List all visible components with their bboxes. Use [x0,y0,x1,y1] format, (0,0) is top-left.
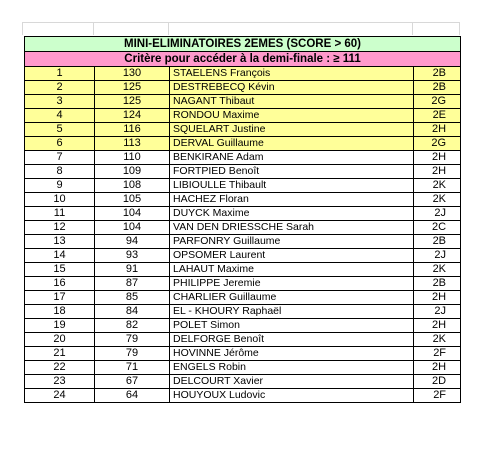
table-row [25,305,461,319]
rank-cell[interactable]: 16 [25,277,95,291]
score-cell[interactable]: 91 [95,263,170,277]
rank-cell[interactable]: 3 [25,95,95,109]
table-row [25,193,461,207]
student-name-cell[interactable]: PARFONRY Guillaume [170,235,414,249]
rank-cell[interactable]: 9 [25,179,95,193]
score-cell[interactable]: 113 [95,137,170,151]
score-cell[interactable]: 110 [95,151,170,165]
score-cell[interactable]: 94 [95,235,170,249]
table-row [25,221,461,235]
score-cell[interactable]: 108 [95,179,170,193]
rank-cell[interactable]: 18 [25,305,95,319]
class-cell[interactable]: 2H [414,291,461,305]
score-cell[interactable]: 64 [95,389,170,403]
rank-cell[interactable]: 5 [25,123,95,137]
student-name-cell[interactable]: DELFORGE Benoît [170,333,414,347]
qualification-criteria[interactable]: Critère pour accéder à la demi-finale : ≥ 111 [25,52,461,67]
score-cell[interactable]: 124 [95,109,170,123]
table-row [25,361,461,375]
class-cell[interactable]: 2K [414,193,461,207]
rank-cell[interactable]: 14 [25,249,95,263]
student-name-cell[interactable]: POLET Simon [170,319,414,333]
table-row [25,95,461,109]
class-cell[interactable]: 2K [414,333,461,347]
student-name-cell[interactable]: HOUYOUX Ludovic [170,389,414,403]
table-row [25,333,461,347]
rank-cell[interactable]: 10 [25,193,95,207]
table-title[interactable]: MINI-ELIMINATOIRES 2EMES (SCORE > 60) [25,37,461,52]
table-row [25,207,461,221]
student-name-cell[interactable]: ENGELS Robin [170,361,414,375]
table-row [25,165,461,179]
rank-cell[interactable]: 17 [25,291,95,305]
class-cell[interactable]: 2H [414,165,461,179]
rank-cell[interactable]: 11 [25,207,95,221]
score-cell[interactable]: 79 [95,347,170,361]
score-cell[interactable]: 116 [95,123,170,137]
table-row [25,277,461,291]
score-cell[interactable]: 104 [95,221,170,235]
score-cell[interactable]: 130 [95,67,170,81]
class-cell[interactable]: 2H [414,319,461,333]
student-name-cell[interactable]: DERVAL Guillaume [170,137,414,151]
rank-cell[interactable]: 8 [25,165,95,179]
table-row [25,137,461,151]
rank-cell[interactable]: 1 [25,67,95,81]
student-name-cell[interactable]: RONDOU Maxime [170,109,414,123]
score-cell[interactable]: 104 [95,207,170,221]
score-cell[interactable]: 105 [95,193,170,207]
rank-cell[interactable]: 19 [25,319,95,333]
results-table [24,36,461,403]
student-name-cell[interactable]: VAN DEN DRIESSCHE Sarah [170,221,414,235]
class-cell[interactable]: 2H [414,361,461,375]
rank-cell[interactable]: 2 [25,81,95,95]
rank-cell[interactable]: 15 [25,263,95,277]
class-cell[interactable]: 2G [414,137,461,151]
student-name-cell[interactable]: FORTPIED Benoît [170,165,414,179]
student-name-cell[interactable]: PHILIPPE Jeremie [170,277,414,291]
rank-cell[interactable]: 23 [25,375,95,389]
class-cell[interactable]: 2J [414,207,461,221]
class-cell[interactable]: 2H [414,151,461,165]
class-cell[interactable]: 2B [414,67,461,81]
criteria-row [25,52,461,67]
table-row [25,389,461,403]
student-name-cell[interactable]: DUYCK Maxime [170,207,414,221]
rank-cell[interactable]: 12 [25,221,95,235]
student-name-cell[interactable]: DESTREBECQ Kévin [170,81,414,95]
class-cell[interactable]: 2K [414,263,461,277]
score-cell[interactable]: 82 [95,319,170,333]
score-cell[interactable]: 67 [95,375,170,389]
score-cell[interactable]: 84 [95,305,170,319]
class-cell[interactable]: 2J [414,249,461,263]
empty-grid-row [22,22,460,35]
rank-cell[interactable]: 4 [25,109,95,123]
class-cell[interactable]: 2F [414,347,461,361]
table-row [25,291,461,305]
class-cell[interactable]: 2K [414,179,461,193]
rank-cell[interactable]: 13 [25,235,95,249]
student-name-cell[interactable]: STAELENS François [170,67,414,81]
table-row [25,235,461,249]
score-cell[interactable]: 71 [95,361,170,375]
rank-cell[interactable]: 7 [25,151,95,165]
student-name-cell[interactable]: HACHEZ Floran [170,193,414,207]
score-cell[interactable]: 87 [95,277,170,291]
student-name-cell[interactable]: LIBIOULLE Thibault [170,179,414,193]
student-name-cell[interactable]: BENKIRANE Adam [170,151,414,165]
class-cell[interactable]: 2E [414,109,461,123]
student-name-cell[interactable]: HOVINNE Jérôme [170,347,414,361]
score-cell[interactable]: 125 [95,95,170,109]
class-cell[interactable]: 2J [414,305,461,319]
score-cell[interactable]: 85 [95,291,170,305]
rank-cell[interactable]: 21 [25,347,95,361]
rank-cell[interactable]: 22 [25,361,95,375]
student-name-cell[interactable]: LAHAUT Maxime [170,263,414,277]
student-name-cell[interactable]: SQUELART Justine [170,123,414,137]
class-cell[interactable]: 2C [414,221,461,235]
score-cell[interactable]: 109 [95,165,170,179]
table-row [25,151,461,165]
table-row [25,109,461,123]
student-name-cell[interactable]: CHARLIER Guillaume [170,291,414,305]
student-name-cell[interactable]: OPSOMER Laurent [170,249,414,263]
table-row [25,81,461,95]
rank-cell[interactable]: 6 [25,137,95,151]
table-row [25,375,461,389]
score-cell[interactable]: 125 [95,81,170,95]
class-cell[interactable]: 2B [414,81,461,95]
class-cell[interactable]: 2D [414,375,461,389]
class-cell[interactable]: 2H [414,123,461,137]
table-row [25,67,461,81]
table-row [25,249,461,263]
table-row [25,319,461,333]
class-cell[interactable]: 2G [414,95,461,109]
student-name-cell[interactable]: NAGANT Thibaut [170,95,414,109]
class-cell[interactable]: 2B [414,277,461,291]
score-cell[interactable]: 79 [95,333,170,347]
rank-cell[interactable]: 20 [25,333,95,347]
student-name-cell[interactable]: EL - KHOURY Raphaël [170,305,414,319]
class-cell[interactable]: 2F [414,389,461,403]
table-row [25,263,461,277]
class-cell[interactable]: 2B [414,235,461,249]
table-row [25,347,461,361]
table-row [25,123,461,137]
student-name-cell[interactable]: DELCOURT Xavier [170,375,414,389]
title-row [25,37,461,52]
rank-cell[interactable]: 24 [25,389,95,403]
table-row [25,179,461,193]
score-cell[interactable]: 93 [95,249,170,263]
